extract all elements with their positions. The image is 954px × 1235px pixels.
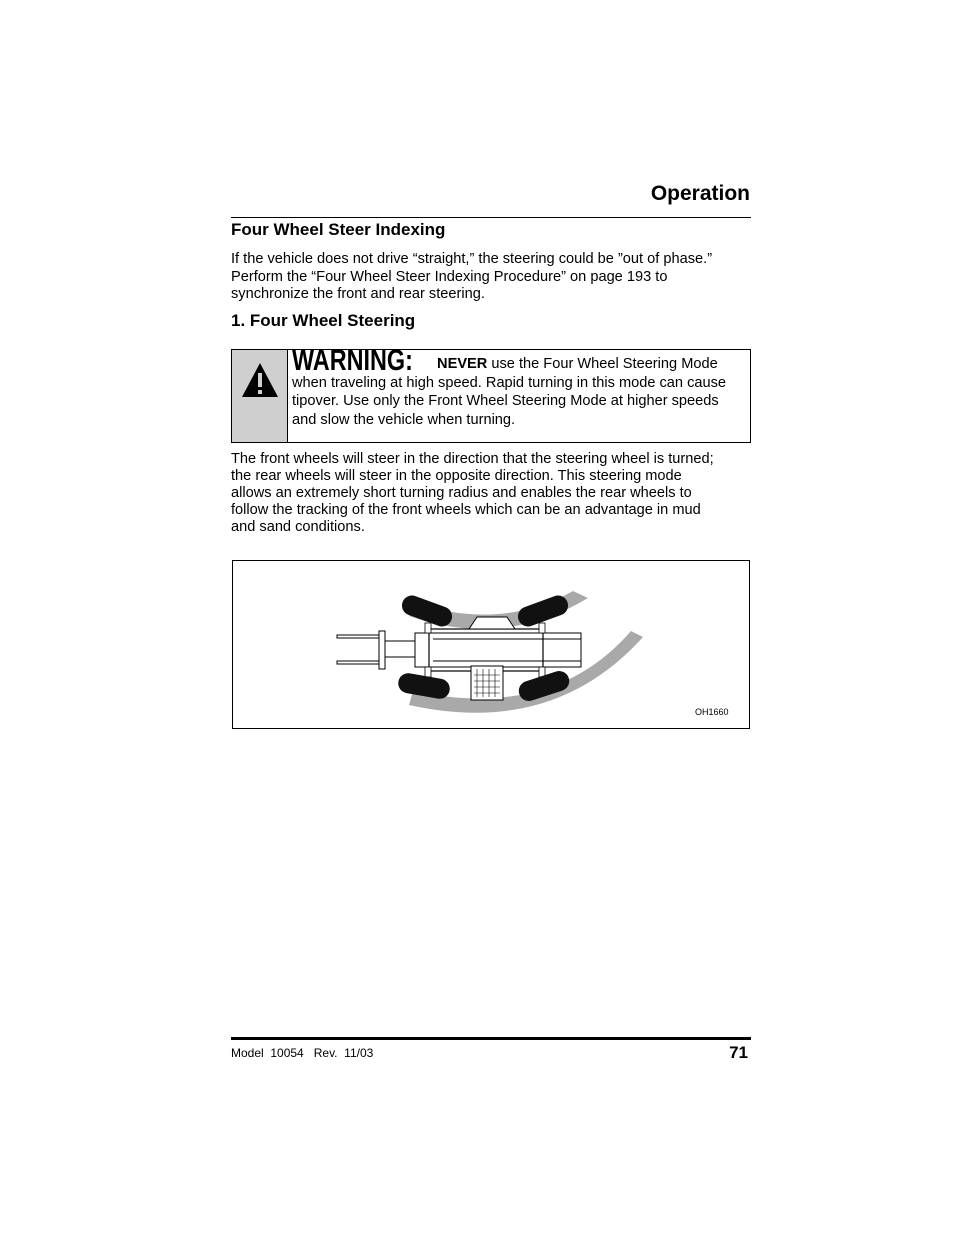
steering-figure	[232, 560, 750, 729]
warning-emphasis: NEVER	[437, 356, 488, 372]
steering-line-5: and sand conditions.	[231, 519, 365, 535]
indexing-line-2: Perform the “Four Wheel Steer Indexing Procedure” on page 193 to	[231, 268, 668, 285]
warning-text	[292, 344, 747, 429]
indexing-line-3: synchronize the front and rear steering.	[231, 286, 485, 302]
steering-paragraph	[231, 451, 753, 536]
steering-heading: 1. Four Wheel Steering	[231, 311, 416, 330]
warning-triangle-icon	[240, 360, 280, 400]
warning-box	[231, 344, 751, 443]
indexing-heading: Four Wheel Steer Indexing	[231, 220, 446, 239]
page-number: 71	[729, 1043, 748, 1062]
indexing-line-1: If the vehicle does not drive “straight,” the steering could be ”out of phase.”	[231, 251, 713, 267]
warning-gutter	[232, 350, 288, 442]
fork-lower	[337, 661, 381, 664]
four-wheel-steering-illustration	[233, 561, 749, 728]
section-title: Operation	[650, 182, 750, 205]
footer-model: Model 10054 Rev. 11/03	[231, 1046, 374, 1060]
fork-upper	[337, 635, 381, 638]
indexing-paragraph	[231, 251, 753, 304]
cab-grille	[471, 666, 503, 700]
steering-line-2: the rear wheels will steer in the opposite direction. This steering mode	[231, 468, 682, 484]
figure-code: OH1660	[695, 707, 729, 717]
steering-line-4: follow the tracking of the front wheels which can be an advantage in mud	[231, 502, 701, 518]
boom-head	[385, 641, 415, 657]
steering-line-1: The front wheels will steer in the direction that the steering wheel is turned;	[231, 451, 714, 467]
warning-label: WARNING:	[292, 344, 413, 377]
warning-message: use the Four Wheel Steering Mode when traveling at high speed. Rapid turning in this mode can cause tipover. Use only the Front Wheel Steering Mode at higher speeds and slow the vehicle when turning.	[292, 356, 727, 428]
cab-top	[469, 617, 515, 629]
front-right-wheel	[397, 672, 452, 701]
boom	[415, 633, 581, 667]
header-rule	[231, 217, 751, 218]
footer-rule	[231, 1037, 751, 1040]
carriage	[379, 631, 385, 669]
steering-line-3: allows an extremely short turning radius and enables the rear wheels to	[231, 485, 692, 501]
